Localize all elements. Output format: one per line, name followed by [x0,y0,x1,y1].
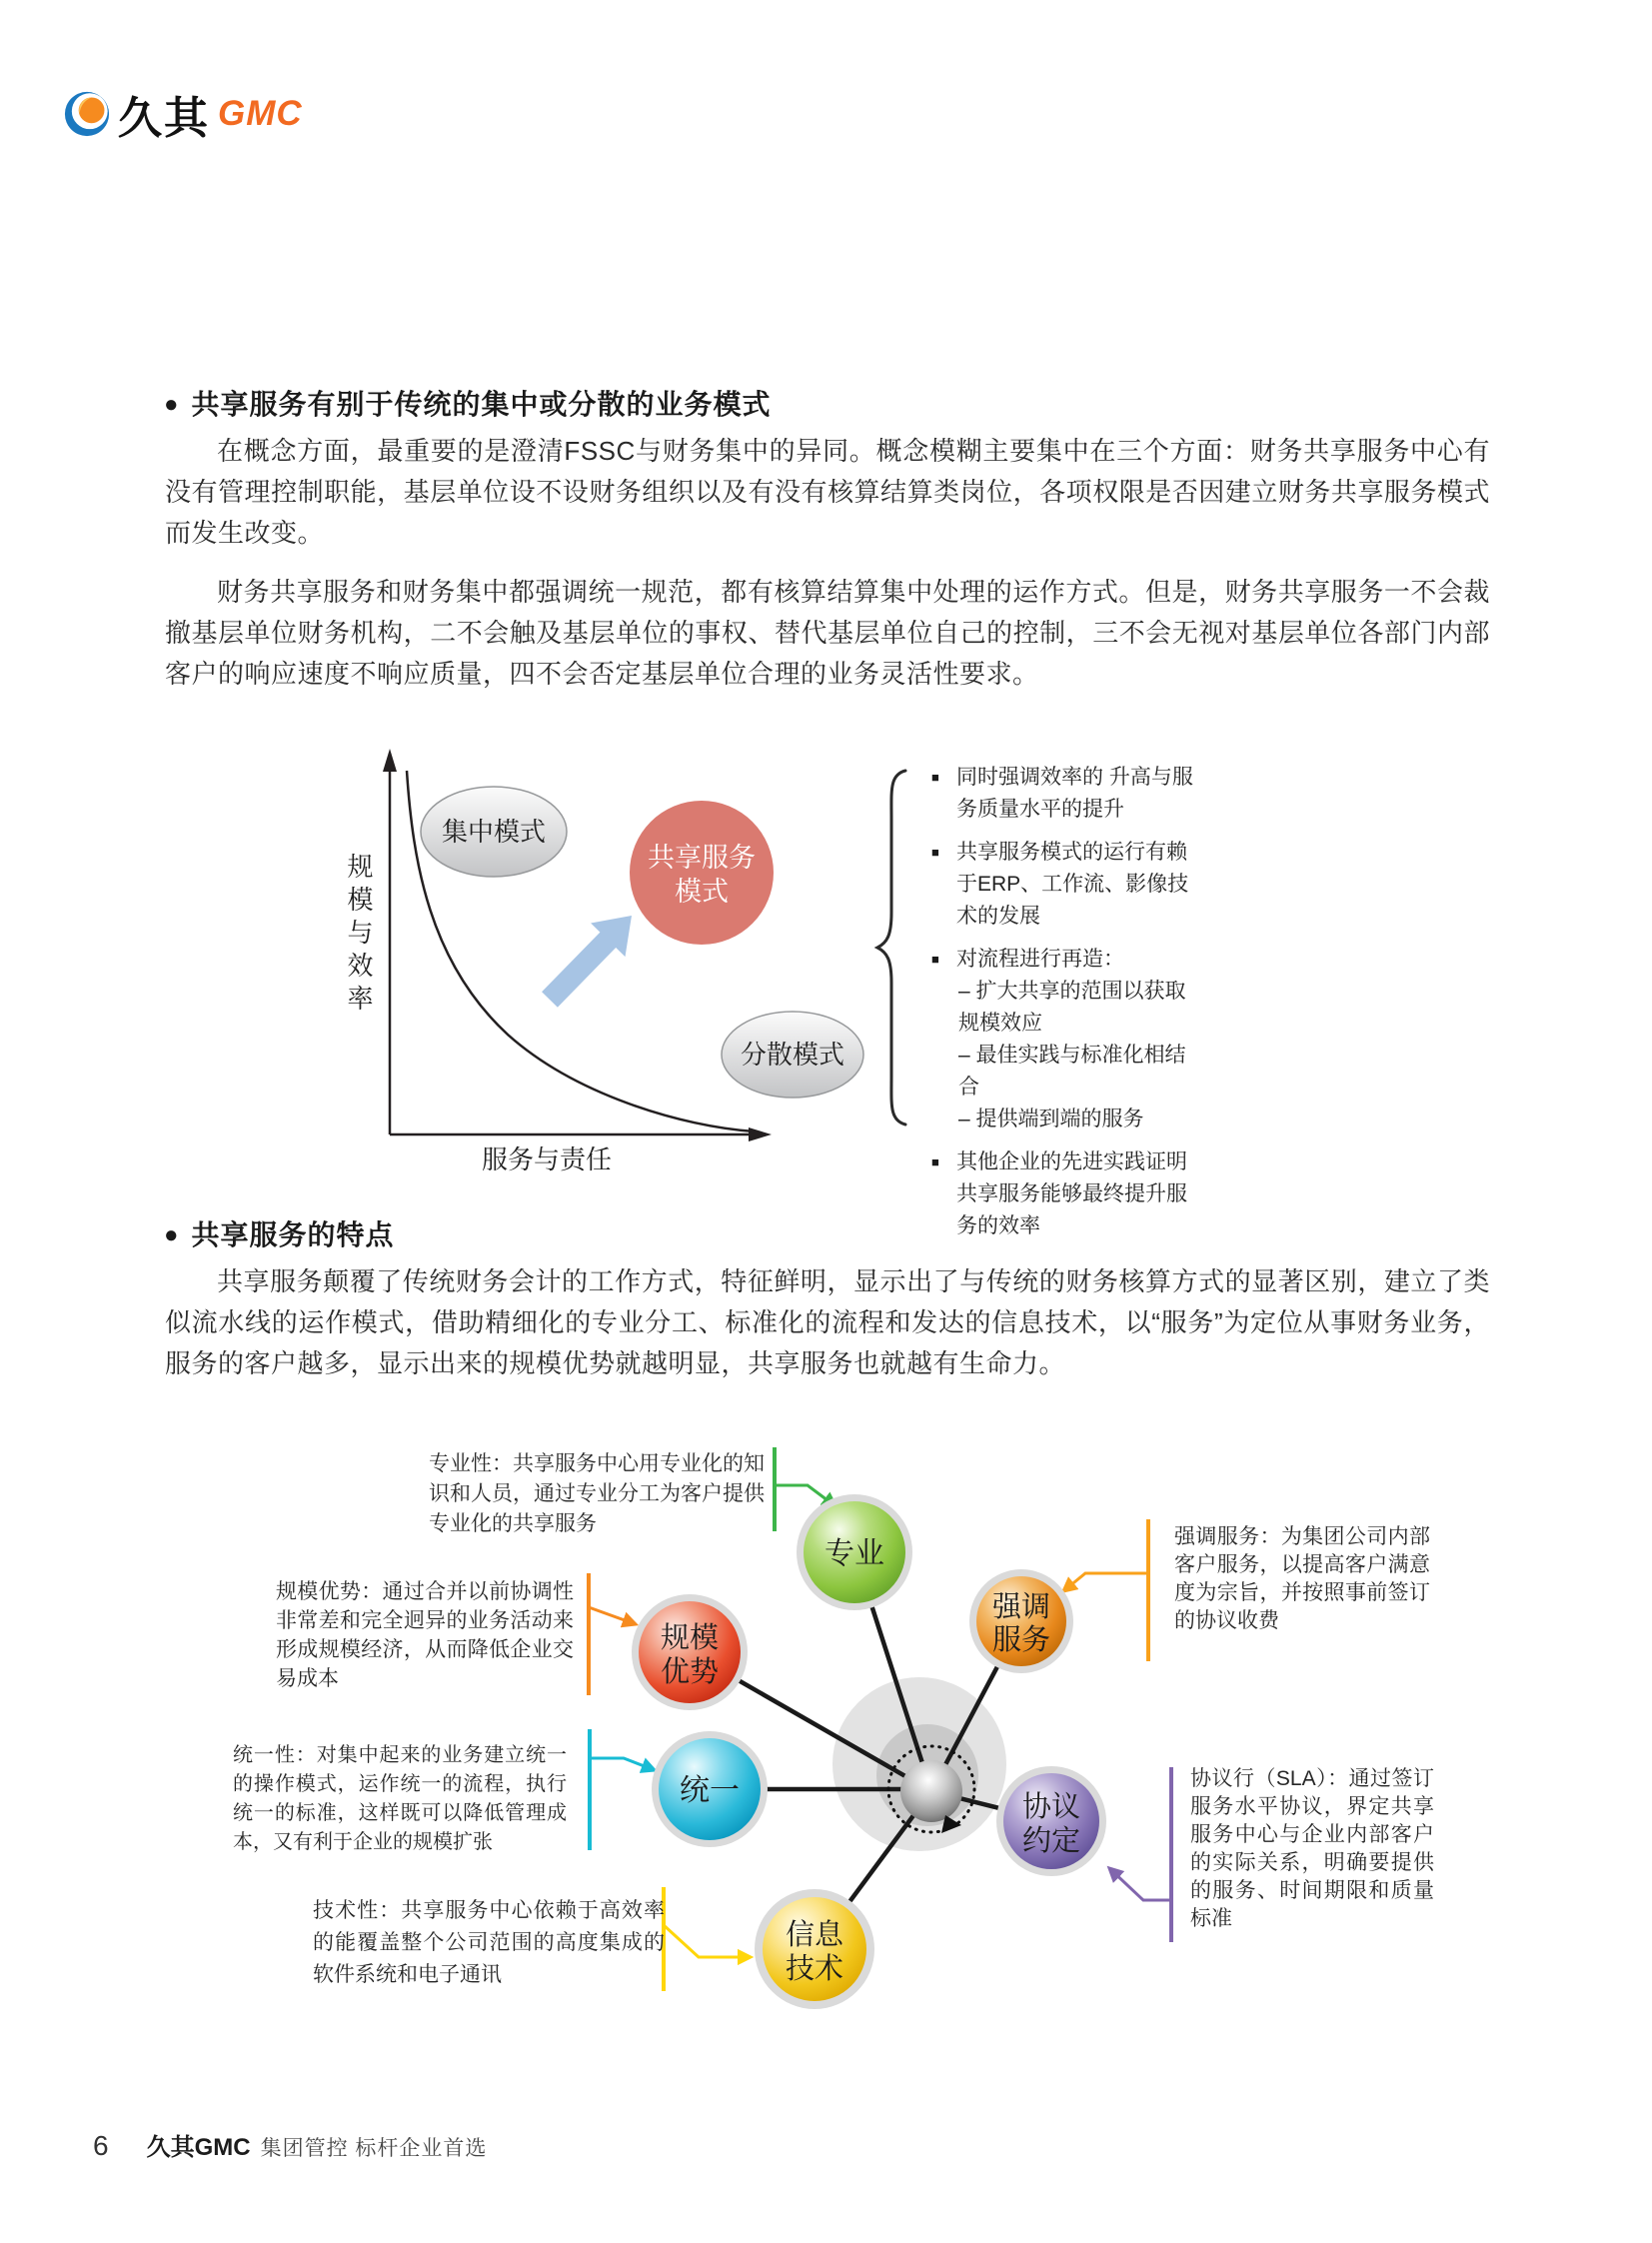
node-unified [652,1731,768,1847]
annotation-sla: 协议行（SLA）：通过签订服务水平协议，界定共享服务中心与企业内部客户的实际关系，明确要提供的服务、时间期限和质量标准 [1190,1767,1434,1930]
node-label: 信息 [785,1919,844,1951]
section1-title: 共享服务有别于传统的集中或分散的业务模式 [191,389,772,420]
section1-heading [164,383,772,423]
node-info-tech [755,1889,874,2009]
section2-heading [164,1213,395,1253]
chart-bullet-list [929,762,1205,1253]
annotation-professional: 专业性：共享服务中心用专业化的知识和人员，通过专业分工为客户提供专业化的共享服务 [429,1452,765,1535]
node-label: 优势 [660,1656,720,1688]
node-centralized-label: 集中模式 [441,817,547,847]
annotation-unified: 统一性：对集中起来的业务建立统一的操作模式，运作统一的流程，执行统一的标准，这样既可以降低管理成本，又有利于企业的规模扩张 [233,1744,567,1853]
node-label: 约定 [1021,1825,1081,1857]
brace [877,771,905,1124]
node-centralized-mode [421,787,567,877]
annotation-scale: 规模优势：通过合并以前协调性非常差和完全迥异的业务活动来形成规模经济，从而降低企业交易成本 [276,1580,574,1690]
node-label: 协议 [1021,1791,1081,1823]
node-emphasize-service [969,1569,1073,1673]
node-agreement [996,1766,1106,1876]
annotation-service: 强调服务：为集团公司内部客户服务，以提高客户满意度为宗旨，并按照事前签订的协议收费 [1174,1525,1430,1632]
square-bullet-icon: ■ [931,1154,939,1169]
x-axis-label: 服务与责任 [481,1144,612,1174]
sub-item: – 扩大共享的范围以获取规模效应 [958,980,1186,1035]
square-bullet-icon: ■ [931,845,939,860]
logo-globe-icon [64,91,110,137]
page-number: 6 [93,2130,109,2161]
logo-text-gmc: GMC [218,94,303,133]
list-item [929,944,1205,1135]
y-axis-label: 规模与效率 [344,853,374,1018]
list-item [929,837,1205,933]
footer-brand: 久其GMC [146,2134,251,2161]
node-scale-advantage [632,1594,748,1710]
node-shared-mode [630,801,774,945]
blue-shift-arrow [542,916,632,1008]
list-item [929,762,1205,826]
heading-bullet-icon: ● [164,1221,180,1248]
node-label: 规模 [660,1622,720,1654]
square-bullet-icon: ■ [931,952,939,967]
page-footer [93,2127,487,2162]
node-label: 强调 [991,1591,1051,1623]
sub-item: – 最佳实践与标准化相结合 [958,1044,1186,1099]
bullet-text: 其他企业的先进实践证明共享服务能够最终提升服务的效率 [956,1150,1187,1237]
paragraph-3: 共享服务颠覆了传统财务会计的工作方式，特征鲜明，显示出了与传统的财务核算方式的显著区别，建立了类似流水线的运作模式，借助精细化的专业分工、标准化的流程和发达的信息技术，以“服务”为定位从事财务业务，服务的客户越多，显示出来的规模优势就越明显，共享服务也就越有生命力。 [165,1266,1490,1378]
sub-item: – 提供端到端的服务 [958,1108,1144,1130]
footer-tagline: 集团管控 标杆企业首选 [260,2137,488,2160]
bullet-text: 对流程进行再造： [956,948,1124,971]
node-professional [797,1494,912,1610]
node-label: 统一 [680,1774,740,1807]
bullet-text: 共享服务模式的运行有赖于ERP、工作流、影像技术的发展 [956,841,1189,928]
node-label: 服务 [991,1624,1051,1656]
node-shared-label-line1: 共享服务 [648,843,756,873]
logo-text-cn: 久其 [118,94,210,143]
node-decentralized-mode [722,1012,863,1098]
list-item [929,1146,1205,1242]
node-decentralized-label: 分散模式 [740,1040,845,1070]
paragraph-1: 在概念方面，最重要的是澄清FSSC与财务集中的异同。概念模糊主要集中在三个方面：财务共享服务中心有没有管理控制职能，基层单位设不设财务组织以及有没有核算结算类岗位，各项权限是否因建立财务共享服务模式而发生改变。 [165,436,1490,548]
company-logo [64,82,303,146]
square-bullet-icon: ■ [931,770,939,785]
node-label: 技术 [785,1953,844,1985]
bullet-text: 同时强调效率的 升高与服务质量水平的提升 [956,766,1193,821]
node-label: 专业 [825,1537,884,1570]
paragraph-2: 财务共享服务和财务集中都强调统一规范，都有核算结算集中处理的运作方式。但是，财务共享服务一不会裁撤基层单位财务机构，二不会触及基层单位的事权、替代基层单位自己的控制，三不会无视对基层单位各部门内部客户的响应速度不响应质量，四不会否定基层单位合理的业务灵活性要求。 [165,577,1490,689]
annotation-technical: 技术性：共享服务中心依赖于高效率的能覆盖整个公司范围的高度集成的软件系统和电子通讯 [313,1899,665,1986]
section2-title: 共享服务的特点 [191,1219,395,1250]
node-shared-label-line2: 模式 [675,877,729,907]
heading-bullet-icon: ● [164,391,180,418]
